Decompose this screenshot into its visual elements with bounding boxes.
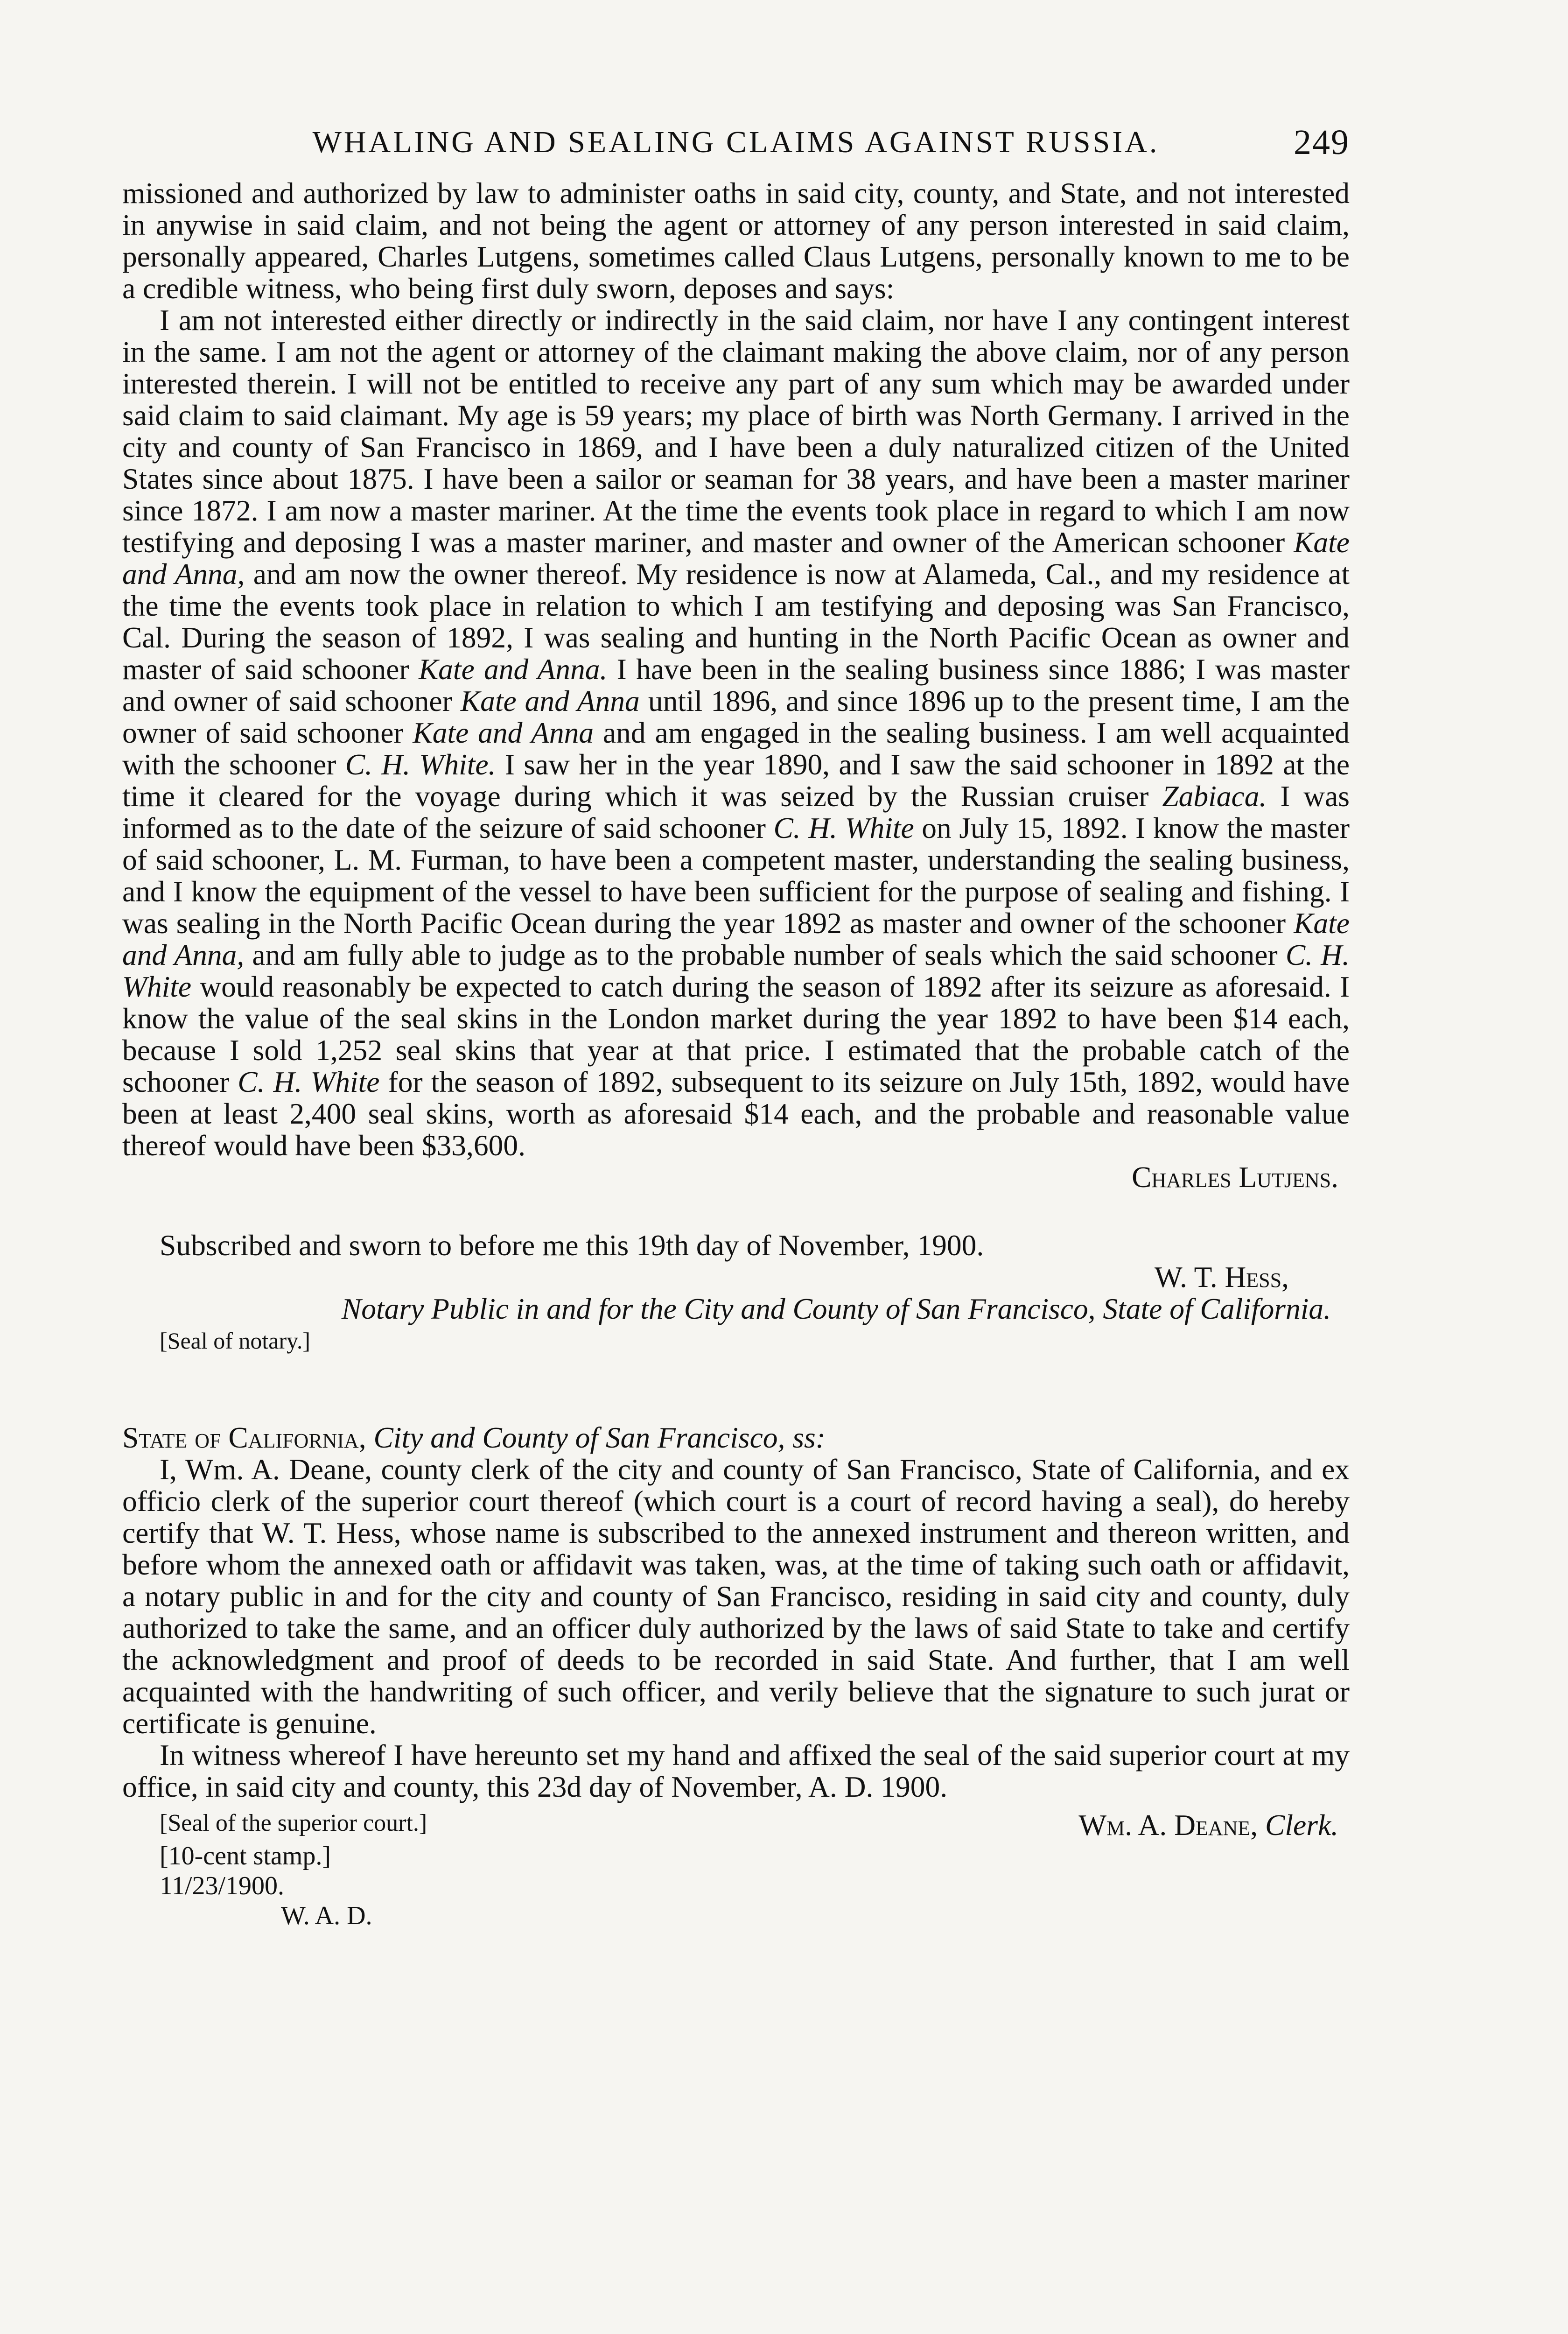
affidavit-intro: missioned and authorized by law to administer oaths in said city, county, and State, and not interested in anywise in said claim, and not being the agent or attorney of any person interested in said claim, personally appeared, Charles Lutgens, sometimes called Claus Lutgens, personally known to me to be a credible witness, who being first duly sworn, deposes and says:: [122, 176, 1350, 305]
document-page: [122, 107, 1350, 1931]
stamp-date: 11/23/1900.: [160, 1871, 285, 1900]
certificate-witness: In witness whereof I have hereunto set my hand and affixed the seal of the said superior court at my office, in said city and county, this 23d day of November, A. D. 1900.: [122, 1738, 1350, 1803]
affidavit-testimony: I am not interested either directly or indirectly in the said claim, nor have I any contingent interest in the same. I am not the agent or attorney of the claimant making the above claim, nor of any person interested therein. I will not be entitled to receive any part of any sum which may be awarded under said claim to said claimant. My age is 59 years; my place of birth was North Germany. I arrived in the city and county of San Francisco in 1869, and I have been a duly naturalized citizen of the United States since about 1875. I have been a sailor or seaman for 38 years, and have been a master mariner since 1872. I am now a master mariner. At the time the events took place in regard to which I am now testifying and deposing I was a master mariner, and master and owner of the American schooner Kate and Anna, and am now the owner thereof. My residence is now at Alameda, Cal., and my residence at the time the events took place in relation to which I am testifying and deposing was San Francisco, Cal. During the season of 1892, I was sealing and hunting in the North Pacific Ocean as owner and master of said schooner Kate and Anna. I have been in the sealing business since 1886; I was master and owner of said schooner Kate and Anna until 1896, and since 1896 up to the present time, I am the owner of said schooner Kate and Anna and am engaged in the sealing business. I am well acquainted with the schooner C. H. White. I saw her in the year 1890, and I saw the said schooner in 1892 at the time it cleared for the voyage during which it was seized by the Russian cruiser Zabiaca. I was informed as to the date of the seizure of said schooner C. H. White on July 15, 1892. I know the master of said schooner, L. M. Furman, to have been a competent master, understanding the sealing business, and I know the equipment of the vessel to have been sufficient for the purpose of sealing and fishing. I was sealing in the North Pacific Ocean during the year 1892 as master and owner of the schooner Kate and Anna, and am fully able to judge as to the probable number of seals which the said schooner C. H. White would reasonably be expected to catch during the season of 1892 after its seizure as aforesaid. I know the value of the seal skins in the London market during the year 1892 to have been $14 each, because I sold 1,252 seal skins that year at that price. I estimated that the probable catch of the schooner C. H. White for the season of 1892, subsequent to its seizure on July 15th, 1892, would have been at least 2,400 seal skins, worth as aforesaid $14 each, and the probable and reasonable value thereof would have been $33,600.: [122, 303, 1350, 1162]
notary-seal: [Seal of notary.]: [160, 1328, 311, 1354]
revenue-stamp-note: [122, 1841, 1350, 1931]
page-number: 249: [1294, 123, 1350, 162]
running-title: WHALING AND SEALING CLAIMS AGAINST RUSSIA.: [312, 125, 1160, 159]
court-seal: [Seal of the superior court.]: [160, 1810, 427, 1836]
certificate-venue: State of California, City and County of San Francisco, ss:: [122, 1421, 826, 1454]
notary-name: W. T. Hess,: [1154, 1260, 1289, 1294]
stamp-label: [10-cent stamp.]: [160, 1842, 331, 1870]
clerk-signature: Wm. A. Deane, Clerk.: [1078, 1808, 1338, 1842]
notary-title: Notary Public in and for the City and County of San Francisco, State of California.: [341, 1292, 1331, 1325]
affidavit-section: [122, 177, 1350, 1931]
running-header: [122, 107, 1350, 177]
certificate-signature-row: [122, 1809, 1350, 1841]
jurat-subscribed: Subscribed and sworn to before me this 19th day of November, 1900.: [160, 1229, 984, 1262]
stamp-initials: W. A. D.: [281, 1901, 372, 1930]
affiant-signature: Charles Lutjens.: [1132, 1160, 1338, 1194]
certificate-body: I, Wm. A. Deane, county clerk of the city and county of San Francisco, State of California, and ex officio clerk of the superior court thereof (which court is a court of record having a seal), do hereby certify that W. T. Hess, whose name is subscribed to the annexed instrument and thereon written, and before whom the annexed oath or affidavit was taken, was, at the time of taking such oath or affidavit, a notary public in and for the city and county of San Francisco, residing in said city and county, duly authorized to take the same, and an officer duly authorized by the laws of said State to take and certify the acknowledgment and proof of deeds to be recorded in said State. And further, that I am well acquainted with the handwriting of such officer, and verily believe that the signature to such jurat or certificate is genuine.: [122, 1453, 1350, 1740]
